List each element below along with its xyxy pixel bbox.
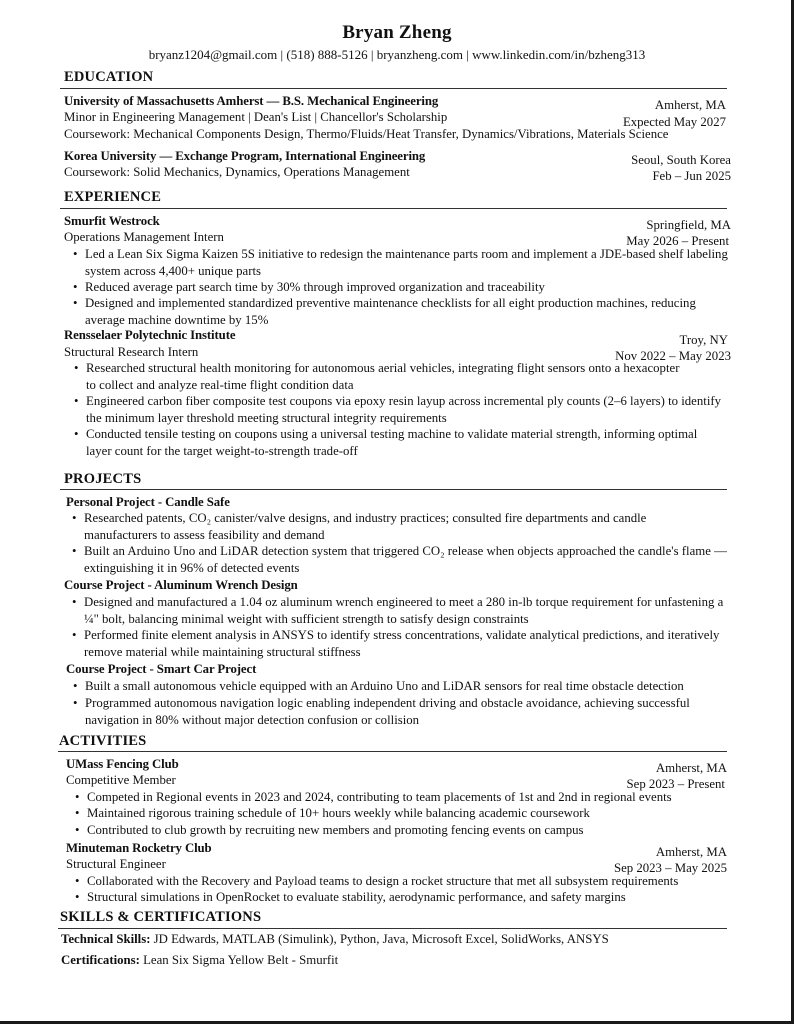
list-item: • Contributed to club growth by recruiting new members and promoting fencing events on campus [75, 823, 584, 837]
experience-role: Operations Management Intern [64, 230, 224, 244]
section-divider [60, 489, 727, 490]
education-location: Seoul, South Korea [631, 153, 731, 167]
resume-name: Bryan Zheng [342, 22, 452, 43]
technical-skills-value: JD Edwards, MATLAB (Simulink), Python, Java, Microsoft Excel, SolidWorks, ANSYS [150, 932, 609, 946]
activity-date: Sep 2023 – May 2025 [613, 861, 727, 875]
experience-org: Smurfit Westrock [64, 214, 160, 228]
list-item: • Competed in Regional events in 2023 and 2024, contributing to team placements of 1st and 2nd in regional events [75, 790, 672, 804]
contact-line: bryanz1204@gmail.com | (518) 888-5126 | bryanzheng.com | www.linkedin.com/in/bzheng313 [148, 47, 646, 62]
list-item: • Designed and manufactured a 1.04 oz aluminum wrench engineered to meet a 280 in-lb torque requirement for unfastening a ¼" bolt, balancing minimal weight with sufficient strength to satisfy design constraints [72, 595, 724, 626]
list-item: • Engineered carbon fiber composite test coupons via epoxy resin layup across incremental ply counts (2–6 layers) to identify the minimum layer threshold meeting structural integrity requirements [74, 394, 722, 425]
education-coursework: Coursework: Solid Mechanics, Dynamics, Operations Management [64, 165, 410, 179]
list-item: • Designed and implemented standardized preventive maintenance checklists for all eight production machines, reducing average machine downtime by 15% [73, 296, 696, 327]
section-title-activities: ACTIVITIES [59, 733, 147, 749]
experience-location: Springfield, MA [646, 218, 731, 232]
experience-location: Troy, NY [679, 333, 728, 347]
list-item: • Conducted tensile testing on coupons using a universal testing machine to validate material strength, informing optimal layer count for the target weight-to-strength trade-off [74, 427, 698, 458]
activity-role: Competitive Member [66, 773, 176, 787]
activity-org: UMass Fencing Club [66, 757, 179, 771]
section-title-experience: EXPERIENCE [64, 189, 162, 205]
list-item: • Built a small autonomous vehicle equipped with an Arduino Uno and LiDAR sensors for real time obstacle detection [73, 679, 684, 693]
section-divider [60, 88, 727, 89]
certifications-label: Certifications: [61, 953, 140, 967]
activity-date: Sep 2023 – Present [626, 777, 725, 791]
education-school: University of Massachusetts Amherst — B.S. Mechanical Engineering [64, 94, 439, 108]
list-item: • Built an Arduino Uno and LiDAR detection system that triggered CO₂ release when objects approached the candle's flame — extinguishing it in 96% of detected events [72, 544, 727, 575]
list-item: • Performed finite element analysis in ANSYS to identify stress concentrations, validate analytical predictions, and iteratively remove material while maintaining structural stiffness [72, 628, 720, 659]
project-title: Course Project - Smart Car Project [66, 662, 257, 676]
experience-org: Rensselaer Polytechnic Institute [64, 328, 236, 342]
experience-role: Structural Research Intern [64, 345, 199, 359]
list-item: • Collaborated with the Recovery and Payload teams to design a rocket structure that met all subsystem requirements [75, 874, 679, 888]
technical-skills [61, 932, 609, 947]
education-location: Amherst, MA [654, 98, 726, 112]
education-date: Feb – Jun 2025 [652, 169, 731, 183]
certifications-value: Lean Six Sigma Yellow Belt - Smurfit [139, 953, 339, 967]
experience-date: Nov 2022 – May 2023 [615, 349, 731, 363]
project-title: Personal Project - Candle Safe [66, 495, 230, 509]
section-title-projects: PROJECTS [64, 471, 142, 487]
education-date: Expected May 2027 [622, 115, 726, 129]
section-divider [58, 751, 727, 752]
list-item: • Researched patents, CO₂ canister/valve designs, and industry practices; consulted fire departments and candle manufacturers to assess feasibility and demand [72, 511, 647, 542]
list-item: • Programmed autonomous navigation logic enabling independent driving and obstacle avoidance, achieving successful navigation in 80% without major detection confusion or collision [73, 696, 690, 727]
activity-location: Amherst, MA [655, 845, 727, 859]
education-details: Minor in Engineering Management | Dean's List | Chancellor's Scholarship [64, 110, 448, 124]
project-title: Course Project - Aluminum Wrench Design [64, 578, 298, 592]
list-item: • Researched structural health monitoring for autonomous aerial vehicles, integrating flight sensors onto a hexacopter to collect and analyze real-time flight condition data [74, 361, 680, 392]
section-title-skills: SKILLS & CERTIFICATIONS [60, 909, 262, 925]
list-item: • Structural simulations in OpenRocket to evaluate stability, aerodynamic performance, and safety margins [75, 890, 626, 904]
list-item: • Reduced average part search time by 30% through improved organization and traceability [73, 280, 545, 294]
education-school: Korea University — Exchange Program, International Engineering [64, 149, 426, 163]
section-title-education: EDUCATION [64, 69, 154, 85]
activity-org: Minuteman Rocketry Club [66, 841, 212, 855]
technical-skills-label: Technical Skills: [61, 932, 151, 946]
activity-role: Structural Engineer [66, 857, 166, 871]
certifications [61, 953, 338, 968]
experience-date: May 2026 – Present [626, 234, 729, 248]
section-divider [58, 928, 727, 929]
education-coursework: Coursework: Mechanical Components Design, Thermo/Fluids/Heat Transfer, Dynamics/Vibrations, Materials Science [64, 127, 669, 141]
list-item: • Led a Lean Six Sigma Kaizen 5S initiative to redesign the maintenance parts room and implement a JDE-based shelf labeling system across 4,400+ unique parts [73, 247, 728, 278]
section-divider [60, 208, 727, 209]
list-item: • Maintained rigorous training schedule of 10+ hours weekly while balancing academic coursework [75, 806, 590, 820]
activity-location: Amherst, MA [655, 761, 727, 775]
